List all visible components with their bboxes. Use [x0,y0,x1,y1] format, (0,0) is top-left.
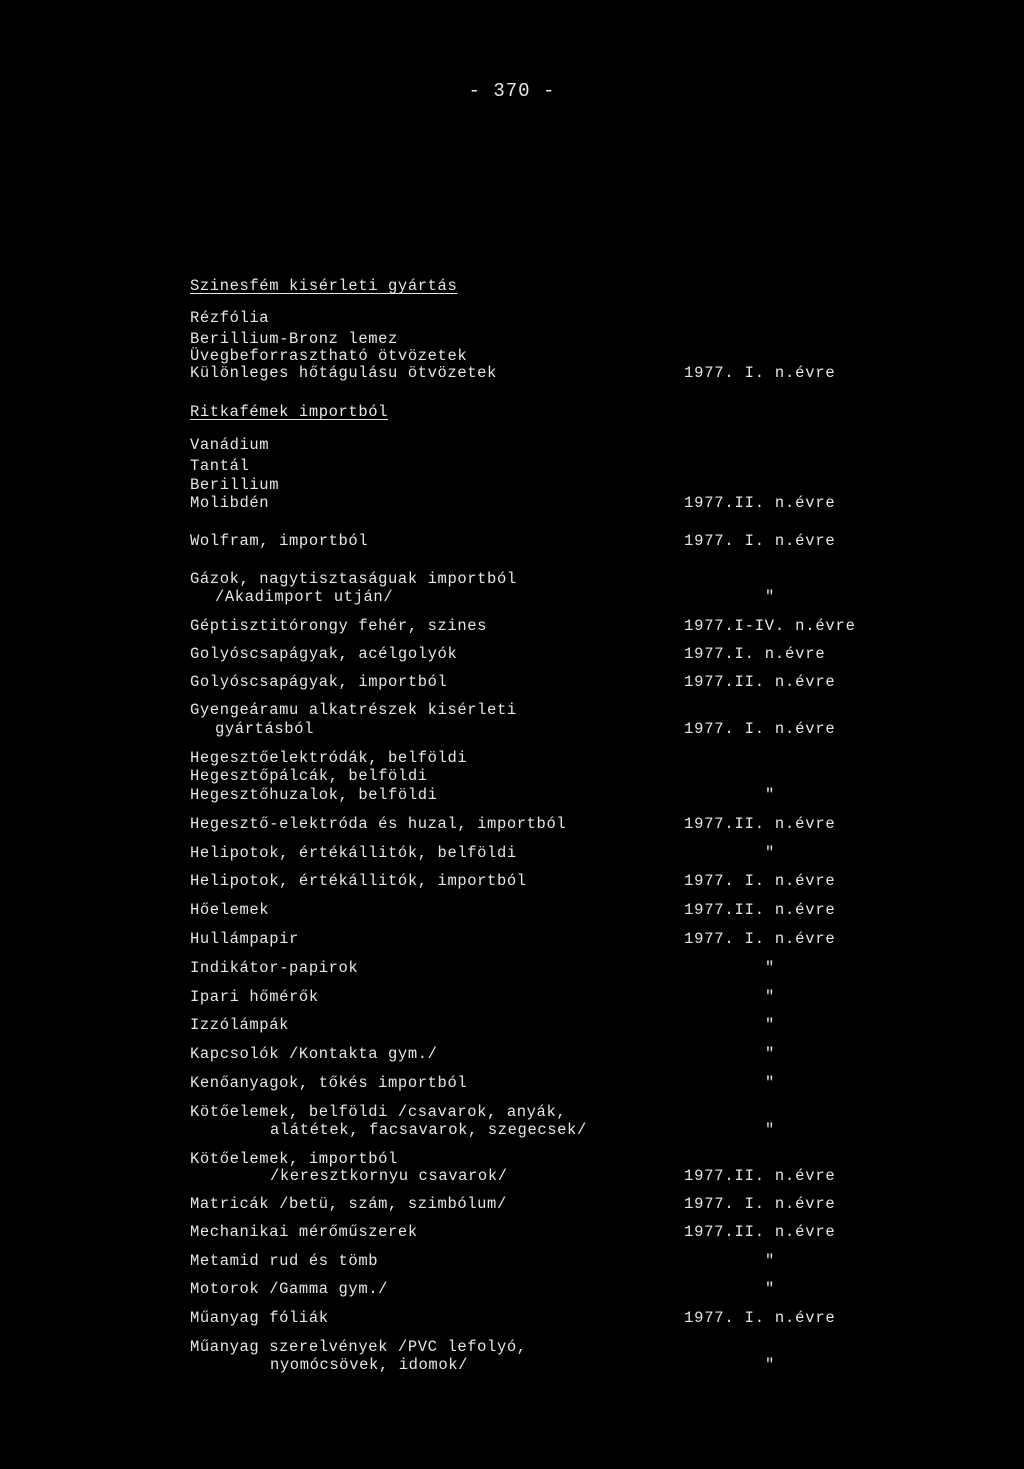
list-item [0,1167,1024,1187]
list-item [0,720,1024,740]
list-item [0,786,1024,806]
section-heading-ritkafemek: Ritkafémek importból [190,403,389,421]
list-item [0,988,1024,1008]
item-name: Molibdén [190,494,270,512]
list-item [0,1103,1024,1123]
list-item [0,532,1024,552]
list-item [0,901,1024,921]
item-name: Golyóscsapágyak, acélgolyók [190,645,458,663]
list-item [0,1280,1024,1300]
item-name: Indikátor-papirok [190,959,359,977]
list-item [0,436,1024,456]
item-name: Ipari hőmérők [190,988,319,1006]
list-item [0,673,1024,693]
list-item [0,1338,1024,1358]
item-name: /keresztkornyu csavarok/ [270,1167,508,1185]
page-number: - 370 - [468,80,556,102]
list-item [0,570,1024,590]
list-item [0,1195,1024,1215]
list-item [0,1356,1024,1376]
item-date: 1977. I. n.évre [684,720,836,738]
item-name: Hőelemek [190,901,270,919]
ditto-mark: " [765,1074,775,1092]
list-item [0,767,1024,787]
ditto-mark: " [765,1045,775,1063]
item-name: Berillium [190,476,280,494]
list-item [0,959,1024,979]
ditto-mark: " [765,1356,775,1374]
item-date: 1977.I. n.évre [684,645,826,663]
item-name: Kenőanyagok, tőkés importból [190,1074,468,1092]
item-name: Vanádium [190,436,270,454]
item-date: 1977. I. n.évre [684,532,836,550]
item-name: nyomócsövek, idomok/ [270,1356,469,1374]
list-item [0,1121,1024,1141]
ditto-mark: " [765,1016,775,1034]
list-item [0,701,1024,721]
item-name: Kötőelemek, importból [190,1150,398,1168]
item-name: Gázok, nagytisztaságuak importból [190,570,517,588]
list-item [0,815,1024,835]
list-item [0,1045,1024,1065]
list-item [0,645,1024,665]
item-name: Metamid rud és tömb [190,1252,379,1270]
list-item [0,364,1024,384]
item-name: /Akadimport utján/ [215,588,394,606]
item-name: Wolfram, importból [190,532,369,550]
list-item [0,872,1024,892]
item-date: 1977.II. n.évre [684,901,836,919]
item-name: Különleges hőtágulásu ötvözetek [190,364,497,382]
list-item [0,494,1024,514]
item-date: 1977.II. n.évre [684,673,836,691]
ditto-mark: " [765,1121,775,1139]
list-item [0,1223,1024,1243]
ditto-mark: " [765,844,775,862]
item-name: alátétek, facsavarok, szegecsek/ [270,1121,587,1139]
item-date: 1977.I-IV. n.évre [684,617,856,635]
list-item [0,930,1024,950]
item-date: 1977.II. n.évre [684,815,836,833]
item-name: Hegesztőelektródák, belföldi [190,749,468,767]
item-name: Berillium-Bronz lemez [190,330,398,348]
ditto-mark: " [765,786,775,804]
list-item [0,1252,1024,1272]
item-name: Hegesztő-elektróda és huzal, importból [190,815,567,833]
ditto-mark: " [765,988,775,1006]
item-name: Izzólámpák [190,1016,290,1034]
list-item [0,844,1024,864]
item-date: 1977.II. n.évre [684,1223,836,1241]
list-item [0,1309,1024,1329]
item-name: Tantál [190,457,250,475]
item-date: 1977. I. n.évre [684,872,836,890]
list-item [0,457,1024,477]
item-name: Helipotok, értékállitók, importból [190,872,527,890]
list-item [0,617,1024,637]
list-item [0,1074,1024,1094]
list-item [0,588,1024,608]
item-date: 1977.II. n.évre [684,494,836,512]
item-date: 1977. I. n.évre [684,1195,836,1213]
item-name: Kötőelemek, belföldi /csavarok, anyák, [190,1103,567,1121]
item-name: gyártásból [215,720,315,738]
item-date: 1977. I. n.évre [684,364,836,382]
item-name: Golyóscsapágyak, importból [190,673,448,691]
item-name: Motorok /Gamma gym./ [190,1280,389,1298]
item-name: Matricák /betü, szám, szimbólum/ [190,1195,507,1213]
item-date: 1977. I. n.évre [684,930,836,948]
section-heading-szinesfem: Szinesfém kisérleti gyártás [190,277,458,295]
item-name: Hegesztőhuzalok, belföldi [190,786,438,804]
list-item [0,309,1024,329]
item-name: Rézfólia [190,309,270,327]
item-name: Műanyag szerelvények /PVC lefolyó, [190,1338,527,1356]
item-name: Műanyag fóliák [190,1309,329,1327]
list-item [0,476,1024,496]
ditto-mark: " [765,1280,775,1298]
ditto-mark: " [765,1252,775,1270]
ditto-mark: " [765,959,775,977]
item-name: Gyengeáramu alkatrészek kisérleti [190,701,517,719]
item-date: 1977. I. n.évre [684,1309,836,1327]
item-name: Üvegbeforrasztható ötvözetek [190,347,468,365]
list-item [0,749,1024,769]
list-item [0,1016,1024,1036]
item-name: Hegesztőpálcák, belföldi [190,767,428,785]
item-name: Kapcsolók /Kontakta gym./ [190,1045,438,1063]
item-name: Hullámpapir [190,930,299,948]
ditto-mark: " [765,588,775,606]
item-date: 1977.II. n.évre [684,1167,836,1185]
item-name: Helipotok, értékállitók, belföldi [190,844,517,862]
item-name: Géptisztitórongy fehér, szines [190,617,488,635]
item-name: Mechanikai mérőműszerek [190,1223,418,1241]
